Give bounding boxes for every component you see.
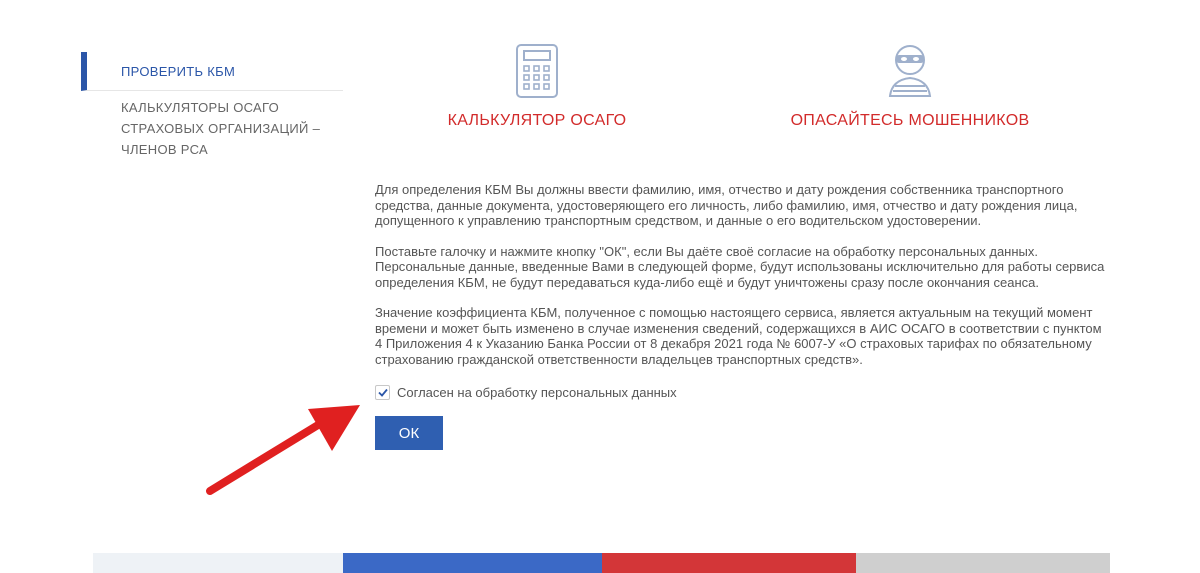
checkmark-icon <box>378 388 388 397</box>
consent-checkbox[interactable] <box>375 385 390 400</box>
sidebar-item-check-kbm[interactable] <box>81 52 343 91</box>
promo-banner[interactable] <box>93 553 343 573</box>
info-paragraph: Для определения КБМ Вы должны ввести фамилию, имя, отчество и дату рождения собственника транспортного средства, данные документа, удостоверяющего его личность, либо фамилию, имя, отчество и дату рождения лица, допущенного к управлению транспортным средством, и данные о его водительском удостоверении. <box>375 182 1078 228</box>
kbm-info-text <box>375 182 1110 382</box>
calculator-osago-tile[interactable] <box>437 44 637 130</box>
calculator-icon <box>516 44 558 98</box>
consent-checkbox-row[interactable] <box>375 385 677 400</box>
consent-label: Согласен на обработку персональных данных <box>397 385 677 400</box>
info-paragraph: Значение коэффициента КБМ, полученное с помощью настоящего сервиса, является актуальным на текущий момент времени и может быть изменено в случае изменения сведений, содержащихся в АИС ОСАГО в соответствии с пунктом 4 Приложения 4 к Указанию Банка России от 8 декабря 2021 года № 6007-У «О страховых тарифах по обязательному страхованию гражданской ответственности владельцев транспортных средств». <box>375 305 1102 367</box>
sidebar <box>81 52 343 160</box>
promo-banner[interactable] <box>856 553 1110 573</box>
sidebar-item-label: ПРОВЕРИТЬ КБМ <box>121 63 236 79</box>
calculator-osago-label: КАЛЬКУЛЯТОР ОСАГО <box>447 112 627 129</box>
masked-thief-icon <box>886 44 934 98</box>
red-arrow-annotation-icon <box>200 395 370 500</box>
beware-fraudsters-label: ОПАСАЙТЕСЬ МОШЕННИКОВ <box>790 112 1030 129</box>
promo-banner[interactable] <box>602 553 856 573</box>
ok-button[interactable]: ОК <box>375 416 443 450</box>
sidebar-item-osago-calculators[interactable]: КАЛЬКУЛЯТОРЫ ОСАГО СТРАХОВЫХ ОРГАНИЗАЦИЙ – ЧЛЕНОВ РСА <box>121 100 321 157</box>
promo-banner[interactable] <box>343 553 602 573</box>
info-paragraph: Поставьте галочку и нажмите кнопку "ОК", если Вы даёте своё согласие на обработку персональных данных. Персональные данные, введенные Вами в следующей форме, будут использованы исключительно для работы сервиса определения КБМ, не будут передаваться куда-либо ещё и будут уничтожены сразу после окончания сеанса. <box>375 243 1105 290</box>
beware-fraudsters-tile[interactable] <box>790 44 1030 130</box>
